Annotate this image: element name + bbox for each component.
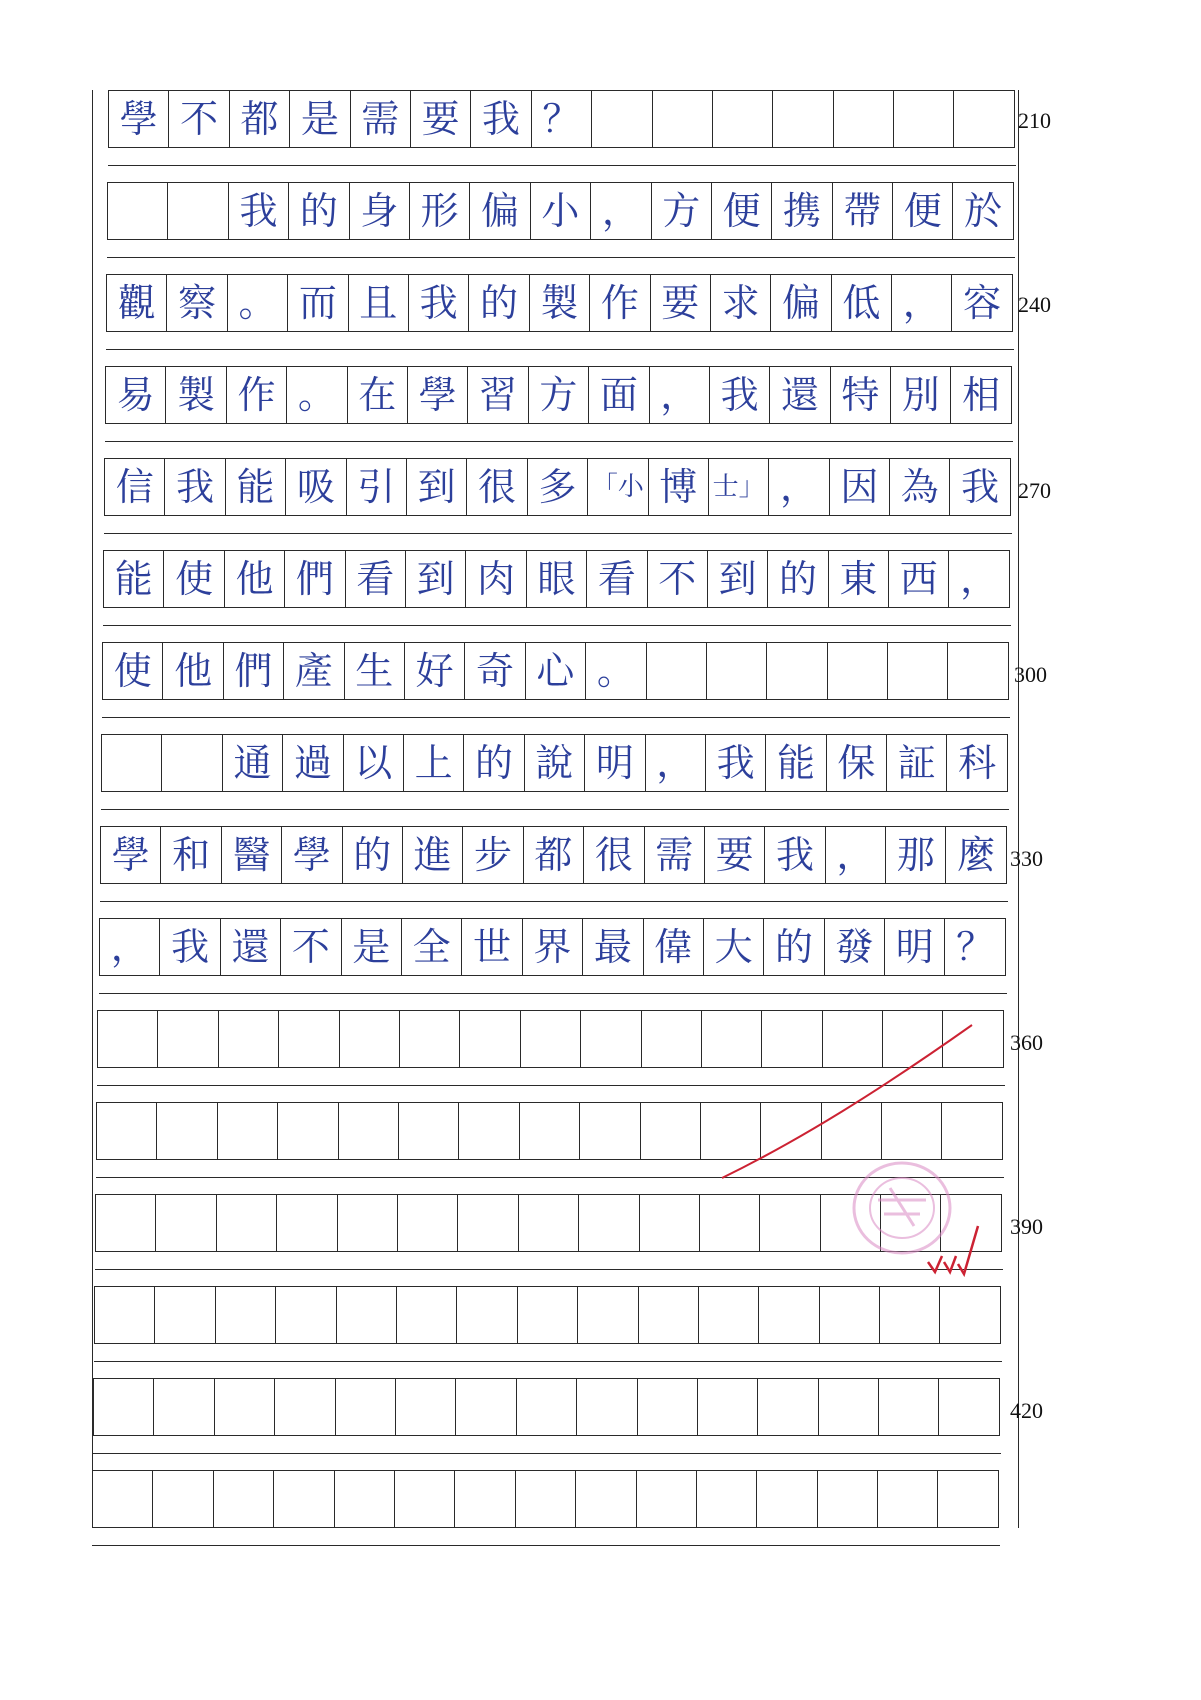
grid-cell — [168, 183, 228, 239]
grid-cell: ， — [100, 919, 160, 975]
grid-cell: ， — [826, 827, 886, 883]
separator-line — [92, 1545, 1000, 1546]
grid-cell — [820, 1287, 880, 1343]
grid-cell: 學 — [408, 367, 468, 423]
grid-cell — [757, 1471, 817, 1527]
grid-row — [97, 1010, 1004, 1068]
grid-cell: 麼 — [946, 827, 1006, 883]
grid-cell — [340, 1011, 400, 1067]
grid-cell: 不 — [648, 551, 708, 607]
grid-cell — [397, 1287, 457, 1343]
grid-cell: 都 — [230, 91, 290, 147]
grid-cell: 肉 — [466, 551, 526, 607]
grid-cell: 我 — [409, 275, 469, 331]
grid-cell — [581, 1011, 641, 1067]
grid-cell: 習 — [468, 367, 528, 423]
grid-cell — [520, 1103, 580, 1159]
grid-cell — [943, 1011, 1003, 1067]
separator-line — [103, 625, 1011, 626]
grid-cell: 方 — [529, 367, 589, 423]
grid-cell: 小 — [531, 183, 591, 239]
grid-cell: 他 — [163, 643, 223, 699]
grid-cell: 使 — [164, 551, 224, 607]
grid-cell — [153, 1471, 213, 1527]
grid-cell: 我 — [765, 827, 825, 883]
char-count-420: 420 — [1010, 1398, 1043, 1423]
grid-row — [106, 274, 1013, 332]
grid-row — [95, 1194, 1002, 1252]
separator-line — [97, 1085, 1005, 1086]
grid-cell: 學 — [282, 827, 342, 883]
grid-cell: 上 — [404, 735, 464, 791]
grid-cell: ， — [892, 275, 952, 331]
grid-cell — [707, 643, 767, 699]
grid-row — [103, 550, 1010, 608]
grid-cell: 別 — [891, 367, 951, 423]
grid-cell: 的 — [289, 183, 349, 239]
grid-cell: 很 — [467, 459, 527, 515]
grid-cell — [95, 1287, 155, 1343]
grid-cell — [157, 1103, 217, 1159]
grid-cell: 界 — [523, 919, 583, 975]
grid-cell: 能 — [226, 459, 286, 515]
grid-cell — [518, 1287, 578, 1343]
grid-cell: 製 — [530, 275, 590, 331]
grid-cell: 眼 — [527, 551, 587, 607]
char-count-300: 300 — [1014, 662, 1047, 687]
grid-cell: 便 — [893, 183, 953, 239]
grid-cell: 帶 — [833, 183, 893, 239]
grid-row — [92, 1470, 999, 1528]
grid-cell: 士」 — [709, 459, 769, 515]
grid-cell: 奇 — [465, 643, 525, 699]
grid-cell — [517, 1379, 577, 1435]
grid-cell: 的 — [764, 919, 824, 975]
grid-cell: 是 — [342, 919, 402, 975]
grid-cell: ， — [591, 183, 651, 239]
grid-cell — [338, 1195, 398, 1251]
grid-cell — [576, 1471, 636, 1527]
grid-cell: 於 — [953, 183, 1013, 239]
grid-cell: 。 — [228, 275, 288, 331]
grid-row — [105, 366, 1012, 424]
grid-cell: 便 — [712, 183, 772, 239]
grid-cell: ， — [949, 551, 1009, 607]
grid-cell: 還 — [770, 367, 830, 423]
grid-cell — [457, 1287, 517, 1343]
grid-cell — [460, 1011, 520, 1067]
grid-cell — [274, 1471, 334, 1527]
grid-cell — [98, 1011, 158, 1067]
char-count-210: 210 — [1018, 108, 1051, 133]
grid-cell: 不 — [169, 91, 229, 147]
grid-cell: 保 — [827, 735, 887, 791]
separator-line — [101, 809, 1009, 810]
grid-cell — [773, 91, 833, 147]
grid-cell — [701, 1103, 761, 1159]
grid-cell — [642, 1011, 702, 1067]
grid-cell: ？ — [532, 91, 592, 147]
grid-cell: 製 — [166, 367, 226, 423]
grid-cell — [339, 1103, 399, 1159]
grid-cell — [217, 1195, 277, 1251]
grid-cell — [108, 183, 168, 239]
grid-row — [102, 642, 1009, 700]
separator-line — [94, 1361, 1002, 1362]
grid-cell — [941, 1195, 1001, 1251]
grid-cell: 科 — [947, 735, 1007, 791]
grid-cell: 發 — [825, 919, 885, 975]
grid-cell: 察 — [167, 275, 227, 331]
grid-cell: 最 — [583, 919, 643, 975]
grid-cell: 不 — [281, 919, 341, 975]
grid-cell — [819, 1379, 879, 1435]
grid-cell: 過 — [283, 735, 343, 791]
grid-cell — [767, 643, 827, 699]
grid-cell — [578, 1287, 638, 1343]
grid-cell: 形 — [410, 183, 470, 239]
grid-cell: 到 — [708, 551, 768, 607]
grid-row — [104, 458, 1011, 516]
grid-cell: 學 — [101, 827, 161, 883]
grid-cell — [702, 1011, 762, 1067]
grid-cell: 博 — [649, 459, 709, 515]
grid-cell — [942, 1103, 1002, 1159]
grid-cell — [761, 1103, 821, 1159]
grid-cell: 以 — [344, 735, 404, 791]
grid-row — [101, 734, 1008, 792]
grid-cell: 多 — [528, 459, 588, 515]
grid-cell: 我 — [710, 367, 770, 423]
grid-cell: 的 — [768, 551, 828, 607]
grid-cell: 偏 — [771, 275, 831, 331]
grid-cell: 通 — [223, 735, 283, 791]
grid-cell: 學 — [109, 91, 169, 147]
grid-cell: 吸 — [286, 459, 346, 515]
grid-cell — [456, 1379, 516, 1435]
grid-cell: 那 — [886, 827, 946, 883]
grid-cell: 偉 — [644, 919, 704, 975]
grid-row — [107, 182, 1014, 240]
grid-cell — [879, 1379, 939, 1435]
grid-cell: ， — [646, 735, 706, 791]
grid-cell: 易 — [106, 367, 166, 423]
separator-line — [106, 349, 1014, 350]
grid-cell — [162, 735, 222, 791]
grid-cell — [760, 1195, 820, 1251]
grid-cell — [97, 1103, 157, 1159]
grid-cell — [276, 1287, 336, 1343]
grid-cell: 要 — [705, 827, 765, 883]
grid-cell — [215, 1379, 275, 1435]
grid-cell: 和 — [161, 827, 221, 883]
grid-cell: 說 — [525, 735, 585, 791]
grid-row — [108, 90, 1015, 148]
grid-cell: 要 — [411, 91, 471, 147]
grid-row — [99, 918, 1006, 976]
grid-cell: 且 — [349, 275, 409, 331]
grid-cell: 醫 — [222, 827, 282, 883]
grid-cell: 引 — [347, 459, 407, 515]
frame-left — [92, 90, 93, 1528]
grid-cell — [592, 91, 652, 147]
grid-cell: 作 — [590, 275, 650, 331]
grid-cell: 我 — [950, 459, 1010, 515]
grid-cell — [888, 643, 948, 699]
grid-cell — [400, 1011, 460, 1067]
grid-cell: 生 — [345, 643, 405, 699]
grid-cell: 心 — [526, 643, 586, 699]
char-count-390: 390 — [1010, 1214, 1043, 1239]
grid-cell — [828, 643, 888, 699]
grid-cell: 我 — [229, 183, 289, 239]
separator-line — [99, 993, 1007, 994]
grid-cell: 西 — [889, 551, 949, 607]
grid-cell — [94, 1379, 154, 1435]
grid-cell — [883, 1011, 943, 1067]
grid-cell — [521, 1011, 581, 1067]
grid-cell — [647, 643, 707, 699]
grid-cell — [878, 1471, 938, 1527]
grid-cell: 的 — [469, 275, 529, 331]
grid-cell: 的 — [464, 735, 524, 791]
grid-cell — [894, 91, 954, 147]
grid-cell: 明 — [585, 735, 645, 791]
grid-cell — [758, 1379, 818, 1435]
grid-row — [94, 1286, 1001, 1344]
grid-cell — [278, 1103, 338, 1159]
grid-cell — [219, 1011, 279, 1067]
grid-cell — [216, 1287, 276, 1343]
grid-cell: 作 — [227, 367, 287, 423]
grid-cell: 相 — [951, 367, 1011, 423]
grid-cell: 証 — [887, 735, 947, 791]
grid-cell — [93, 1471, 153, 1527]
grid-cell — [277, 1195, 337, 1251]
grid-cell: ， — [769, 459, 829, 515]
grid-cell — [459, 1103, 519, 1159]
separator-line — [96, 1177, 1004, 1178]
grid-cell — [577, 1379, 637, 1435]
grid-cell — [580, 1103, 640, 1159]
grid-cell: 能 — [766, 735, 826, 791]
grid-cell: 進 — [403, 827, 463, 883]
grid-cell: 我 — [706, 735, 766, 791]
grid-cell — [638, 1379, 698, 1435]
grid-cell — [653, 91, 713, 147]
grid-cell — [458, 1195, 518, 1251]
grid-cell: 都 — [524, 827, 584, 883]
grid-cell: 求 — [711, 275, 771, 331]
grid-cell: 們 — [224, 643, 284, 699]
grid-cell — [834, 91, 894, 147]
separator-line — [93, 1453, 1001, 1454]
grid-cell: 。 — [287, 367, 347, 423]
grid-cell — [881, 1195, 941, 1251]
grid-cell: 在 — [348, 367, 408, 423]
separator-line — [107, 257, 1015, 258]
grid-cell: 「小 — [588, 459, 648, 515]
separator-line — [95, 1269, 1003, 1270]
grid-cell — [882, 1103, 942, 1159]
grid-cell — [102, 735, 162, 791]
grid-cell: 東 — [829, 551, 889, 607]
grid-cell — [939, 1379, 999, 1435]
grid-cell — [519, 1195, 579, 1251]
grid-cell: 觀 — [107, 275, 167, 331]
grid-cell: 為 — [890, 459, 950, 515]
grid-cell — [822, 1103, 882, 1159]
grid-cell: 。 — [586, 643, 646, 699]
grid-cell — [823, 1011, 883, 1067]
grid-cell — [697, 1471, 757, 1527]
grid-cell — [156, 1195, 216, 1251]
grid-cell: 全 — [402, 919, 462, 975]
grid-cell — [759, 1287, 819, 1343]
grid-cell — [336, 1379, 396, 1435]
grid-cell — [396, 1379, 456, 1435]
char-count-240: 240 — [1018, 292, 1051, 317]
grid-cell — [214, 1471, 274, 1527]
separator-line — [102, 717, 1010, 718]
grid-cell — [940, 1287, 1000, 1343]
separator-line — [104, 533, 1012, 534]
grid-cell: 明 — [885, 919, 945, 975]
grid-cell — [337, 1287, 397, 1343]
grid-cell — [954, 91, 1014, 147]
grid-cell: 使 — [103, 643, 163, 699]
grid-cell — [641, 1103, 701, 1159]
grid-cell: 携 — [772, 183, 832, 239]
grid-cell — [579, 1195, 639, 1251]
grid-cell — [399, 1103, 459, 1159]
grid-cell: 看 — [346, 551, 406, 607]
grid-cell: 容 — [952, 275, 1012, 331]
grid-cell — [96, 1195, 156, 1251]
grid-row — [100, 826, 1007, 884]
grid-cell: 需 — [645, 827, 705, 883]
grid-cell: 信 — [105, 459, 165, 515]
grid-cell — [154, 1379, 214, 1435]
grid-cell — [398, 1195, 458, 1251]
grid-cell: 們 — [285, 551, 345, 607]
grid-cell: 大 — [704, 919, 764, 975]
separator-line — [108, 165, 1016, 166]
grid-cell: 要 — [651, 275, 711, 331]
char-count-330: 330 — [1010, 846, 1043, 871]
separator-line — [105, 441, 1013, 442]
grid-cell — [762, 1011, 822, 1067]
grid-cell: 步 — [463, 827, 523, 883]
grid-cell — [698, 1379, 758, 1435]
grid-cell: 方 — [652, 183, 712, 239]
separator-line — [100, 901, 1008, 902]
grid-cell — [821, 1195, 881, 1251]
grid-cell — [275, 1379, 335, 1435]
grid-cell: 看 — [587, 551, 647, 607]
grid-cell — [158, 1011, 218, 1067]
grid-cell: 世 — [462, 919, 522, 975]
grid-cell: 我 — [165, 459, 225, 515]
grid-cell — [938, 1471, 998, 1527]
grid-cell: 是 — [290, 91, 350, 147]
grid-cell: 特 — [831, 367, 891, 423]
grid-cell: 身 — [350, 183, 410, 239]
grid-cell — [516, 1471, 576, 1527]
grid-cell: 產 — [284, 643, 344, 699]
grid-cell — [639, 1287, 699, 1343]
char-count-360: 360 — [1010, 1030, 1043, 1055]
grid-cell — [395, 1471, 455, 1527]
grid-cell: 他 — [225, 551, 285, 607]
grid-cell — [699, 1287, 759, 1343]
grid-cell: 好 — [405, 643, 465, 699]
grid-cell — [455, 1471, 515, 1527]
char-count-270: 270 — [1018, 478, 1051, 503]
grid-cell — [700, 1195, 760, 1251]
grid-cell — [279, 1011, 339, 1067]
grid-cell: 的 — [343, 827, 403, 883]
grid-cell: 需 — [351, 91, 411, 147]
grid-cell — [640, 1195, 700, 1251]
grid-cell: 到 — [407, 459, 467, 515]
grid-cell: 能 — [104, 551, 164, 607]
grid-cell: 很 — [584, 827, 644, 883]
grid-cell — [218, 1103, 278, 1159]
grid-cell — [948, 643, 1008, 699]
grid-cell: 面 — [589, 367, 649, 423]
grid-cell: 低 — [832, 275, 892, 331]
grid-cell — [335, 1471, 395, 1527]
grid-cell — [818, 1471, 878, 1527]
grid-cell: 還 — [221, 919, 281, 975]
grid-cell: 我 — [160, 919, 220, 975]
grid-row — [93, 1378, 1000, 1436]
grid-cell: ？ — [945, 919, 1005, 975]
grid-cell: 而 — [288, 275, 348, 331]
grid-cell: 因 — [830, 459, 890, 515]
grid-cell: ， — [650, 367, 710, 423]
grid-cell — [637, 1471, 697, 1527]
grid-cell — [155, 1287, 215, 1343]
grid-cell: 到 — [406, 551, 466, 607]
grid-cell — [713, 91, 773, 147]
grid-cell — [880, 1287, 940, 1343]
grid-cell: 我 — [471, 91, 531, 147]
grid-row — [96, 1102, 1003, 1160]
grid-cell: 偏 — [470, 183, 530, 239]
